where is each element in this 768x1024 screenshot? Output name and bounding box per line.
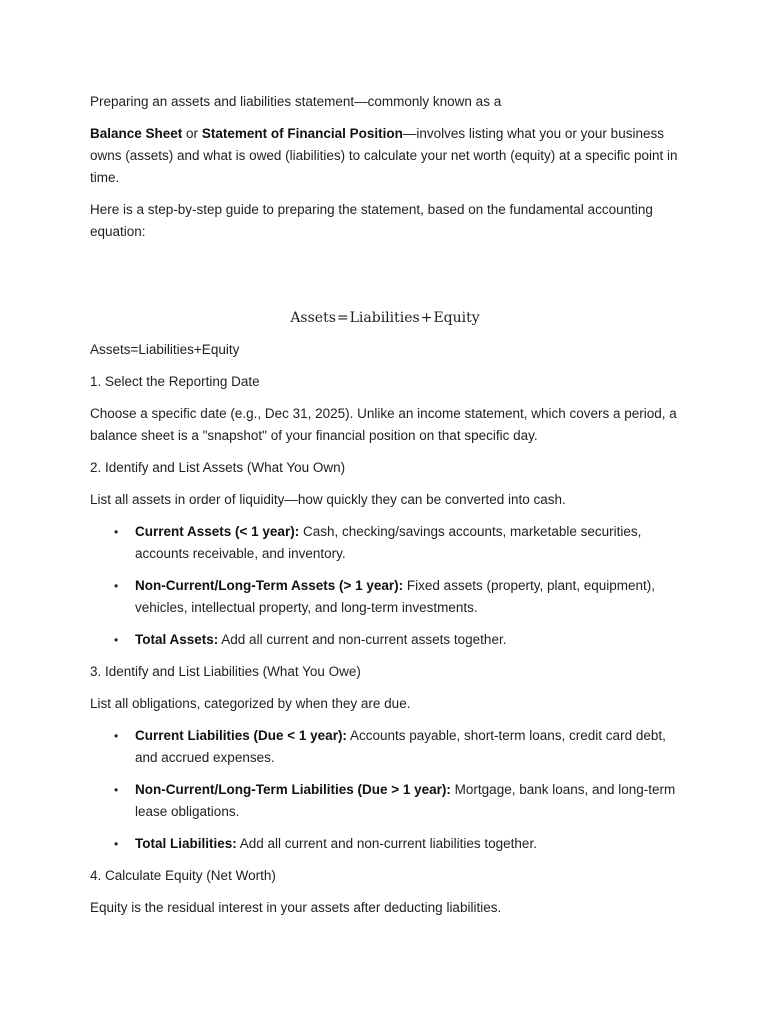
term-statement-of-financial-position: Statement of Financial Position [201, 126, 403, 141]
accounting-equation [90, 307, 680, 329]
list-item-non-current-assets [90, 575, 680, 619]
equation-liabilities: Liabilities [349, 310, 420, 326]
item-label: Current Liabilities (Due < 1 year): [135, 728, 347, 743]
intro-rest: —involves listing what you or your business owns (assets) and what is owed (liabilities) to calculate your net worth (equity) at a specific point in time. [90, 126, 678, 185]
step3-body: List all obligations, categorized by when they are due. [90, 696, 411, 711]
item-text: Add all current and non-current liabilities together. [236, 836, 537, 851]
step1-heading: 1. Select the Reporting Date [90, 374, 260, 389]
step4-heading: 4. Calculate Equity (Net Worth) [90, 868, 276, 883]
item-text: Add all current and non-current assets together. [218, 632, 507, 647]
item-label: Non-Current/Long-Term Assets (> 1 year): [135, 578, 404, 593]
list-item-current-assets [90, 521, 680, 565]
step1-body: Choose a specific date (e.g., Dec 31, 2025). Unlike an income statement, which covers a period, a balance sheet is a "snapshot" of your financial position on that specific day. [90, 406, 677, 443]
step4-body: Equity is the residual interest in your assets after deducting liabilities. [90, 900, 502, 915]
item-label: Current Assets (< 1 year): [135, 524, 300, 539]
list-item-non-current-liabilities [90, 779, 680, 823]
guide-paragraph: Here is a step-by-step guide to preparing the statement, based on the fundamental accounting equation: [90, 202, 653, 239]
intro-paragraph [90, 123, 680, 189]
item-label: Total Assets: [135, 632, 219, 647]
intro-line: Preparing an assets and liabilities statement—commonly known as a [90, 94, 502, 109]
bullet-icon: • [114, 729, 119, 743]
step2-heading: 2. Identify and List Assets (What You Own) [90, 460, 346, 475]
list-item-current-liabilities [90, 725, 680, 769]
intro-or: or [182, 126, 202, 141]
item-text: Cash, checking/savings accounts, marketable securities, accounts receivable, and inventory. [135, 524, 642, 561]
equation-assets: Assets [290, 310, 336, 326]
bullet-icon: • [114, 783, 119, 797]
list-item-total-liabilities [90, 833, 680, 855]
item-label: Total Liabilities: [135, 836, 237, 851]
list-item-total-assets [90, 629, 680, 651]
bullet-icon: • [114, 633, 119, 647]
assets-list [90, 521, 680, 651]
document-page [90, 91, 680, 929]
bullet-icon: • [114, 579, 119, 593]
item-label: Non-Current/Long-Term Liabilities (Due > 1 year): [135, 782, 451, 797]
item-text: Fixed assets (property, plant, equipment), vehicles, intellectual property, and long-term investments. [135, 578, 656, 615]
liabilities-list [90, 725, 680, 855]
bullet-icon: • [114, 837, 119, 851]
bullet-icon: • [114, 525, 119, 539]
equation-equity: Equity [433, 310, 480, 326]
item-text: Mortgage, bank loans, and long-term lease obligations. [135, 782, 676, 819]
term-balance-sheet: Balance Sheet [90, 126, 183, 141]
equation-equals: = [336, 310, 349, 326]
equation-plain-text: Assets=Liabilities+Equity [90, 342, 240, 357]
step2-body: List all assets in order of liquidity—how quickly they can be converted into cash. [90, 492, 566, 507]
item-text: Accounts payable, short-term loans, credit card debt, and accrued expenses. [135, 728, 666, 765]
step3-heading: 3. Identify and List Liabilities (What You Owe) [90, 664, 361, 679]
equation-plus: + [420, 310, 433, 326]
